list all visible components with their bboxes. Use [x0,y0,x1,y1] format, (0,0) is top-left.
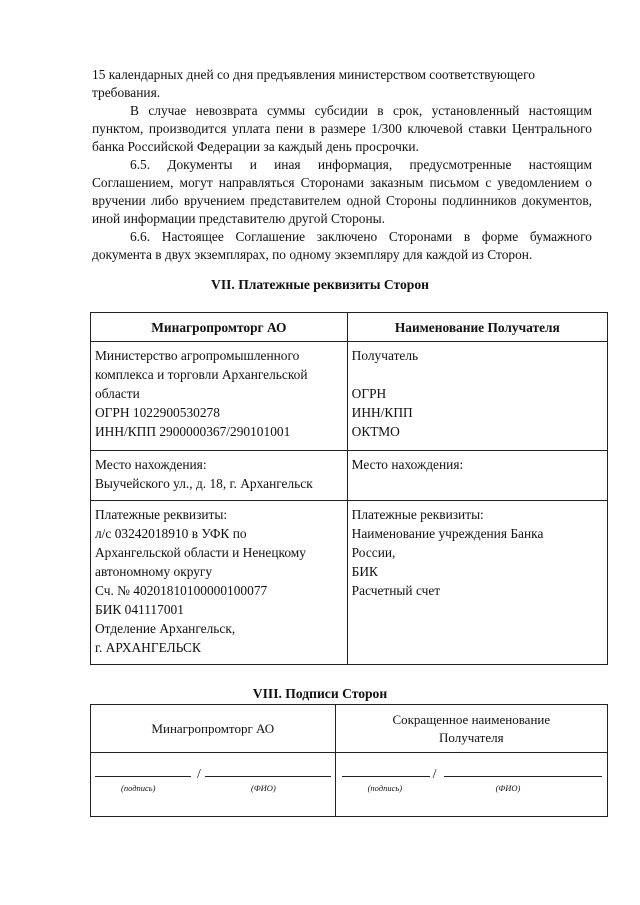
text-line: Расчетный счет [351,583,441,598]
text-line: Место нахождения: [351,457,464,472]
text-line: ИНН/КПП 2900000367/290101001 [95,424,291,439]
left-signature-header: Минагропромторг АО [91,705,336,753]
section-7-title: VII. Платежные реквизиты Сторон [211,277,429,292]
text-line: Получатель [351,348,419,363]
name-line [444,776,602,777]
text-line: Наименование учреждения Банка [351,526,544,541]
left-location-cell [91,451,348,501]
text-line: Отделение Архангельск, [95,621,236,636]
text-line: Платежные реквизиты: [95,507,228,522]
text-line: ОГРН 1022900530278 [95,405,220,420]
left-signature-cell [91,753,336,817]
text-line: БИК [351,564,378,579]
org-row [91,342,608,451]
text-line: Платежные реквизиты: [351,507,484,522]
text-line: л/с 03242018910 в УФК по [95,526,247,541]
signatures-table [90,704,608,817]
right-signature-cell [335,753,607,817]
text-line: Сч. № 40201810100000100077 [95,583,268,598]
paragraph-6-5: 6.5. Документы и иная информация, предусмотренные настоящим Соглашением, могут направляться Сторонами заказным письмом с уведомлением о вручении либо вручением представителем одной Стороны подлинников документов, иной информации представителю другой Стороны. [92,157,592,226]
text-line: Министерство агропромышленного [95,348,300,363]
left-party-header: Минагропромторг АО [91,313,348,342]
text-line: Выучейского ул., д. 18, г. Архангельск [95,476,313,491]
text-line: Получателя [438,729,504,745]
text-line: Сокращенное наименование [392,711,551,727]
signature-row [91,753,608,817]
text-line: БИК 041117001 [95,602,184,617]
text-line: требования. [92,85,161,100]
table-header-row [91,313,608,342]
signature-line [95,776,191,777]
left-org-cell [91,342,348,451]
text-line: г. АРХАНГЕЛЬСК [95,640,201,655]
payment-row [91,501,608,665]
location-row [91,451,608,501]
text-line: ИНН/КПП [351,405,413,420]
paragraph-6-6: 6.6. Настоящее Соглашение заключено Сторонами в форме бумажного документа в двух экземплярах, по одному экземпляру для каждой из Сторон. [92,229,592,262]
signature-caption: (подпись) [367,783,403,793]
right-party-header: Наименование Получателя [347,313,607,342]
right-signature-header [335,705,607,753]
text-line: России, [351,545,396,560]
payment-details-table [90,312,608,665]
right-location-cell [347,451,607,501]
section-8-title: VIII. Подписи Сторон [252,686,388,701]
text-line [352,365,601,384]
right-payment-cell [347,501,607,665]
text-line: Место нахождения: [95,457,207,472]
text-line: 15 календарных дней со дня предъявления министерством соответствующего [92,67,535,82]
text-line: области [95,386,140,401]
text-line: автономному округу [95,564,213,579]
separator-slash: / [197,767,201,782]
signature-header-row [91,705,608,753]
signature-line [342,776,430,777]
text-line: комплекса и торговли Архангельской [95,367,308,382]
text-line: Архангельской области и Ненецкому [95,545,306,560]
separator-slash: / [432,767,437,782]
name-caption: (ФИО) [251,783,276,793]
paragraph-penalty: В случае невозврата суммы субсидии в срок, установленный настоящим пунктом, производится уплата пени в размере 1/300 ключевой ставки Центрального банка Российской Федерации за каждый день просрочки. [92,103,592,154]
name-line [205,776,331,777]
text-line: ОКТМО [351,424,400,439]
left-payment-cell [91,501,348,665]
right-org-cell [347,342,607,451]
name-caption: (ФИО) [495,783,521,793]
signature-caption: (подпись) [121,783,156,793]
paragraph-continuation [92,66,592,102]
text-line: ОГРН [351,386,387,401]
